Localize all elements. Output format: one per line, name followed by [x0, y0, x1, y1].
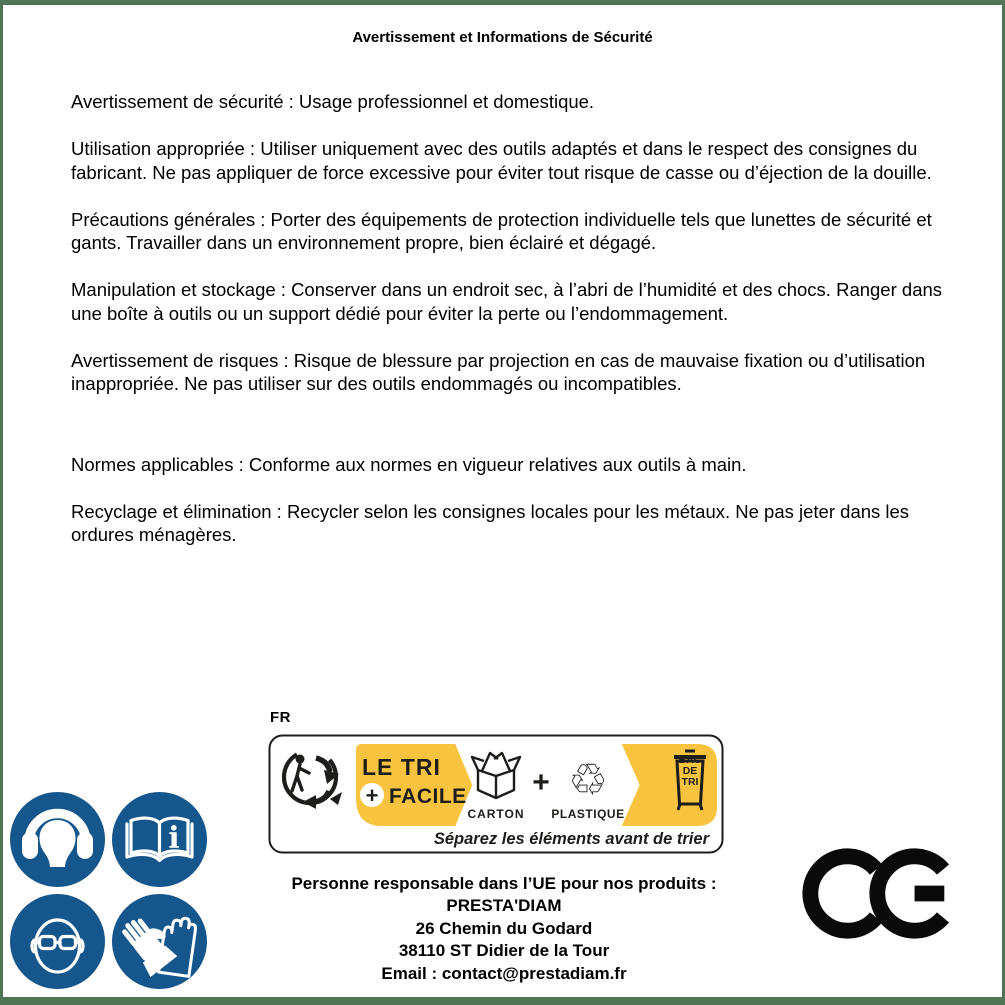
plus-badge-sign: + — [365, 783, 379, 808]
safety-paragraph: Avertissement de sécurité : Usage professionnel et domestique. — [71, 91, 595, 112]
wear-protective-gloves-icon — [112, 894, 207, 989]
bin-label-line: BAC — [678, 754, 702, 766]
address-line: PRESTA'DIAM — [446, 896, 562, 916]
safety-paragraph: Manipulation et stockage : Conserver dans un endroit sec, à l’abri de l’humidité et des chocs. Ranger dans une boîte à outils ou un support dédié pour éviter la perte ou l’endommagement. — [71, 279, 943, 324]
safety-paragraph: Recyclage et élimination : Recycler selon les consignes locales pour les métaux. Ne pas jeter dans les ordures ménagères. — [71, 500, 910, 545]
bin-label-line: DE — [682, 765, 698, 777]
wear-ear-protection-icon — [10, 792, 105, 887]
safety-paragraph: Avertissement de risques : Risque de blessure par projection en cas de mauvaise fixation ou d’utilisation inappropriée. Ne pas utiliser sur des outils endommagés ou incompatibles. — [71, 349, 926, 394]
mandatory-icons-grid — [10, 792, 207, 989]
bin-label-line: TRI — [681, 776, 699, 788]
svg-text:i: i — [168, 821, 180, 856]
headline-le-tri: LE TRI — [362, 754, 441, 780]
address-line: Email : contact@prestadiam.fr — [381, 963, 627, 983]
headline-facile: FACILE — [389, 785, 467, 808]
ce-marking-logo — [802, 847, 962, 940]
material-label-carton: CARTON — [467, 807, 525, 821]
responsible-address — [254, 873, 754, 985]
info-tri-recycling-label — [268, 734, 724, 854]
address-line: 38110 ST Didier de la Tour — [398, 941, 610, 961]
safety-paragraphs — [71, 90, 943, 570]
page-title: Avertissement et Informations de Sécurité — [352, 29, 653, 46]
materials-plus-sign: + — [532, 766, 550, 799]
material-label-plastique: PLASTIQUE — [551, 807, 625, 821]
wear-eye-protection-icon — [10, 894, 105, 989]
address-line: 26 Chemin du Godard — [415, 918, 593, 938]
safety-paragraph: Utilisation appropriée : Utiliser uniquement avec des outils adaptés et dans le respect des consignes du fabricant. Ne pas appliquer de force excessive pour éviter tout risque de casse ou d’éjection de la douille. — [71, 138, 932, 183]
address-line: Personne responsable dans l’UE pour nos produits : — [291, 874, 717, 893]
sorting-caption: Séparez les éléments avant de trier — [433, 830, 709, 848]
read-instruction-manual-icon — [112, 792, 207, 887]
fr-country-code: FR — [270, 709, 291, 726]
safety-paragraph: Précautions générales : Porter des équipements de protection individuelle tels que lunettes de sécurité et gants. Travailler dans un environnement propre, bien éclairé et dégagé. — [71, 208, 932, 253]
safety-paragraph: Normes applicables : Conforme aux normes en vigueur relatives aux outils à main. — [71, 453, 747, 475]
recycling-triangle-icon: ♲ — [568, 756, 608, 805]
